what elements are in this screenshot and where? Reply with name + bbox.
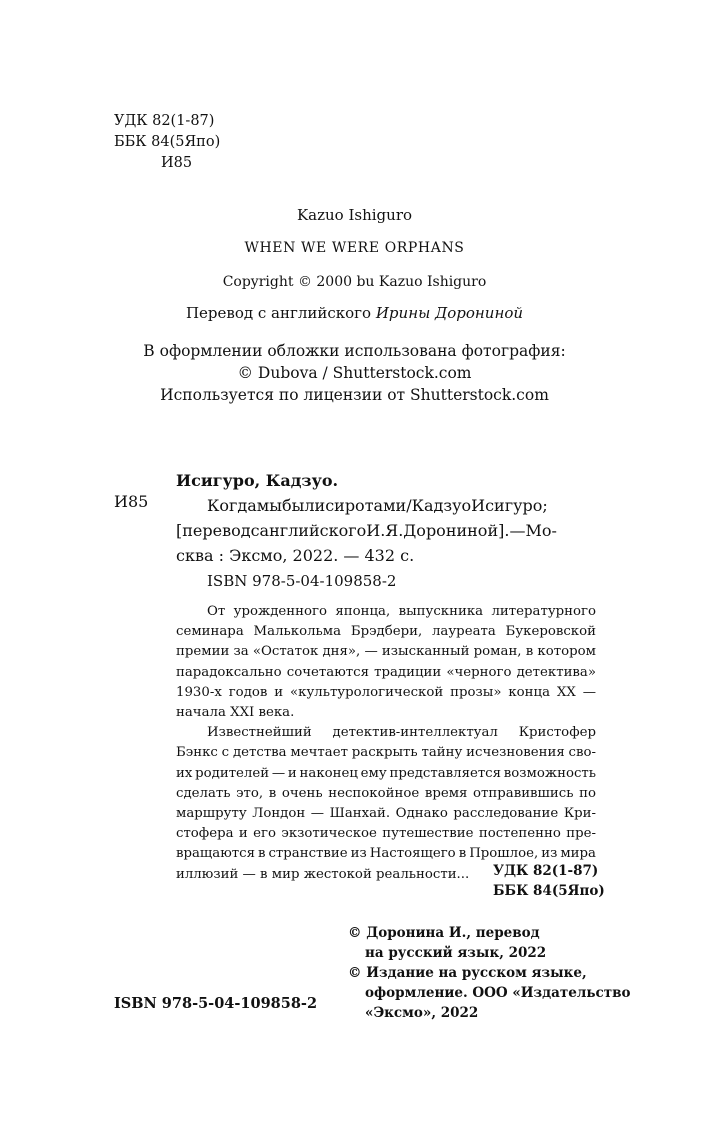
annotation-line: вращаются в странствие из Настоящего в Прошлое, из мира: [176, 846, 596, 862]
annotation-line: Бэнкс с детства мечтает раскрыть тайну исчезновения сво-: [176, 745, 596, 761]
annotation-line: сделать это, в очень неспокойное время отправившись по: [176, 785, 596, 801]
translation-copyright-cont: на русский язык, 2022: [365, 945, 547, 961]
annotation-line: иллюзий — в мир жестокой реальности...: [176, 866, 470, 882]
original-title: WHEN WE WERE ORPHANS: [244, 240, 465, 256]
edition-copyright: © Издание на русском языке,: [348, 965, 587, 981]
cover-credit-line: В оформлении обложки использована фотография:: [143, 342, 566, 360]
annotation-paragraph-1: [176, 602, 596, 723]
annotation-line: семинара Малькольма Брэдбери, лауреата Букеровской: [176, 624, 596, 640]
annotation-line: начала XXI века.: [176, 705, 295, 721]
udk-code-bottom: УДК 82(1-87): [493, 863, 599, 879]
annotation-line: их родителей — и наконец ему представляется возможность: [176, 765, 596, 781]
annotation-line: стофера и его экзотическое путешествие постепенно пре-: [176, 826, 596, 842]
entry-isbn: ISBN 978-5-04-109858-2: [207, 572, 397, 590]
cover-credit: [0, 340, 709, 384]
udk-code: УДК 82(1-87): [114, 113, 215, 129]
entry-author-mark: И85: [114, 492, 149, 511]
annotation-line: маршруту Лондон — Шанхай. Однако расследование Кри-: [176, 806, 596, 822]
catalog-entry: [176, 468, 596, 568]
translation-copyright: © Доронина И., перевод: [348, 925, 540, 941]
entry-author: Исигуро, Кадзуо.: [176, 471, 339, 490]
annotation: [176, 602, 596, 885]
translator-name: Ирины Дорониной: [375, 304, 524, 322]
annotation-line: От урожденного японца, выпускника литературного: [207, 604, 596, 619]
copyright-block: [348, 923, 630, 1023]
annotation-line: 1930-х годов и «культурологической прозы» конца XX —: [176, 684, 596, 700]
annotation-line: премии за «Остаток дня», — изысканный роман, в котором: [176, 644, 596, 660]
entry-translation-line: [переводсанглийскогоИ.Я.Дорониной].—Мо-: [176, 521, 557, 540]
entry-publisher-line: сква : Эксмо, 2022. — 432 с.: [176, 546, 415, 565]
author-mark: И85: [161, 155, 193, 171]
bbk-code: ББК 84(5Япо): [114, 134, 221, 150]
translation-credit: [0, 304, 709, 322]
classification-codes-bottom: [493, 861, 605, 901]
annotation-line: парадоксально сочетаются традиции «черного детектива»: [176, 664, 596, 680]
edition-copyright-cont: оформление. ООО «Издательство: [365, 985, 631, 1001]
translation-prefix: Перевод с английского: [185, 304, 376, 322]
original-author: Kazuo Ishiguro: [296, 206, 413, 224]
license-note: Используется по лицензии от Shutterstock.com: [160, 386, 549, 404]
original-copyright: Copyright © 2000 bu Kazuo Ishiguro: [222, 274, 487, 290]
bbk-code-bottom: ББК 84(5Япо): [493, 883, 605, 899]
entry-title-line: Когдамыбылисиротами/КадзуоИсигуро;: [207, 496, 548, 515]
isbn-bottom: ISBN 978-5-04-109858-2: [114, 995, 318, 1012]
cover-photo-credit: © Dubova / Shutterstock.com: [237, 364, 472, 382]
edition-copyright-end: «Эксмо», 2022: [365, 1005, 479, 1021]
annotation-line: Известнейший детектив-интеллектуал Кристофер: [207, 725, 596, 741]
classification-codes: [114, 111, 220, 174]
